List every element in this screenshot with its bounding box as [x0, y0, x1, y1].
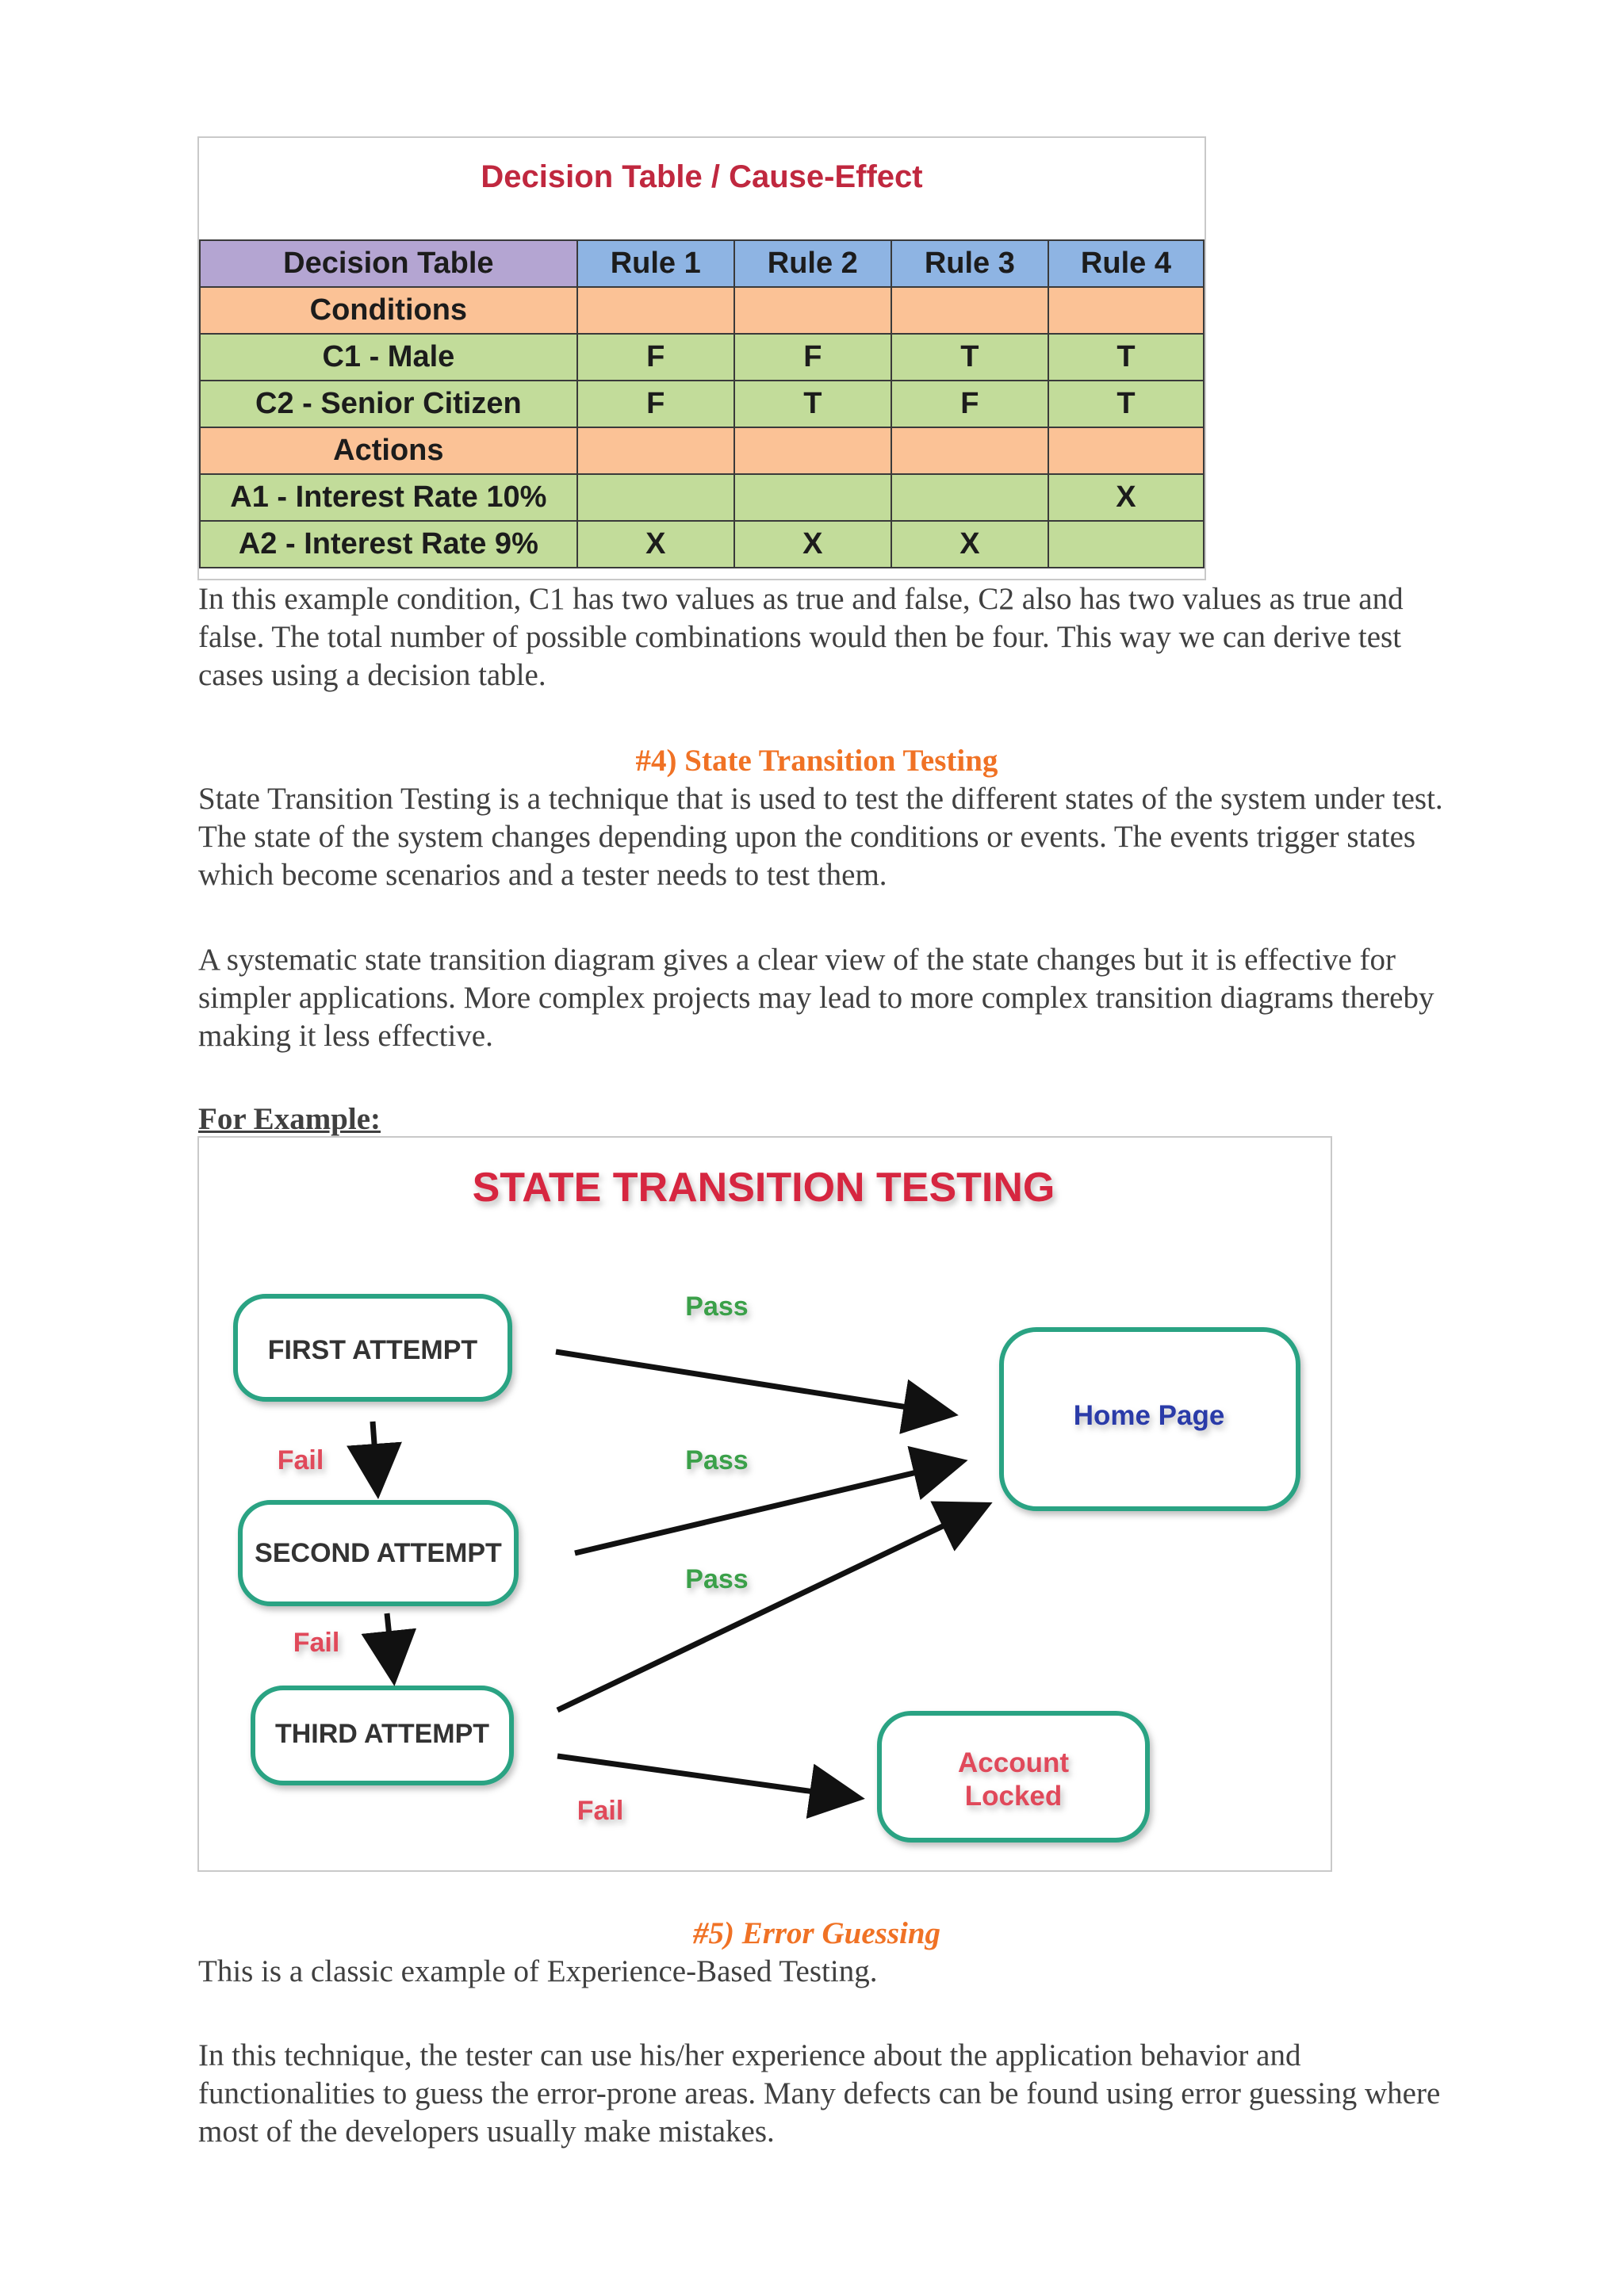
for-example-label: For Example: — [198, 1102, 381, 1136]
state-label-home-page: Home Page — [1073, 1400, 1225, 1431]
table-cell: X — [577, 521, 734, 568]
state-label-account-locked-line2: Locked — [964, 1781, 1063, 1812]
table-cell: T — [891, 334, 1048, 381]
header-cell: Rule 2 — [734, 240, 891, 287]
actions-section-row — [200, 427, 1204, 474]
decision-table-figure — [197, 136, 1206, 580]
row-label: C1 - Male — [200, 334, 577, 381]
table-header-row — [200, 240, 1204, 287]
decision-table-title: Decision Table / Cause-Effect — [481, 159, 923, 194]
table-cell — [577, 474, 734, 521]
table-cell: F — [891, 381, 1048, 427]
table-cell — [734, 474, 891, 521]
table-cell: F — [577, 381, 734, 427]
paragraph-decision-table-explanation: In this example condition, C1 has two values as true and false, C2 also has two values as true and false. The total number of possible combinations would then be four. This way we can derive test cases using a decision table. — [198, 582, 1404, 692]
edge-label-fail: Fail — [277, 1445, 324, 1475]
table-cell — [1048, 521, 1204, 568]
state-label-third-attempt: THIRD ATTEMPT — [274, 1719, 490, 1749]
state-transition-figure — [197, 1136, 1332, 1872]
diagram-title: STATE TRANSITION TESTING — [472, 1165, 1055, 1211]
arrow-first-to-home — [556, 1352, 948, 1414]
table-cell: T — [734, 381, 891, 427]
paragraph-error-guessing-intro: This is a classic example of Experience-Based Testing. — [198, 1954, 878, 1988]
state-transition-diagram — [199, 1138, 1331, 1870]
edge-label-fail: Fail — [293, 1628, 340, 1658]
table-cell: X — [1048, 474, 1204, 521]
table-row — [200, 521, 1204, 568]
arrow-third-to-home — [557, 1507, 982, 1710]
paragraph-state-transition-diagram: A systematic state transition diagram gives a clear view of the state changes but it is effective for simpler applications. More complex projects may lead to more complex transition diagrams thereby making it less effective. — [198, 943, 1434, 1053]
header-cell: Decision Table — [200, 240, 577, 287]
table-row — [200, 334, 1204, 381]
edge-label-pass: Pass — [685, 1292, 749, 1322]
section-label: Actions — [200, 427, 577, 474]
section-heading-state-transition: #4) State Transition Testing — [635, 744, 998, 778]
arrow-second-to-home — [575, 1463, 957, 1553]
state-label-second-attempt: SECOND ATTEMPT — [255, 1538, 502, 1568]
table-cell: F — [577, 334, 734, 381]
arrow-third-to-locked — [557, 1756, 854, 1797]
paragraph-error-guessing-detail: In this technique, the tester can use his/her experience about the application behavior and functionalities to guess the error-prone areas. Many defects can be found using error guessing where most of the developers usually make mistakes. — [198, 2038, 1441, 2149]
row-label: A1 - Interest Rate 10% — [200, 474, 577, 521]
paragraph-state-transition-intro: State Transition Testing is a technique that is used to test the different states of the system under test. The state of the system changes depending upon the conditions or events. The events trigger states which become scenarios and a tester needs to test them. — [198, 782, 1443, 892]
row-label: C2 - Senior Citizen — [200, 381, 577, 427]
header-cell: Rule 1 — [577, 240, 734, 287]
table-cell: T — [1048, 334, 1204, 381]
header-cell: Rule 4 — [1048, 240, 1204, 287]
table-cell: X — [734, 521, 891, 568]
edge-label-pass: Pass — [685, 1564, 749, 1594]
arrow-first-to-second — [373, 1422, 377, 1488]
table-row — [200, 381, 1204, 427]
row-label: A2 - Interest Rate 9% — [200, 521, 577, 568]
header-cell: Rule 3 — [891, 240, 1048, 287]
edge-label-pass: Pass — [685, 1445, 749, 1475]
state-label-account-locked-line1: Account — [958, 1747, 1069, 1778]
table-cell: X — [891, 521, 1048, 568]
table-cell: F — [734, 334, 891, 381]
conditions-section-row — [200, 287, 1204, 334]
edge-label-fail: Fail — [576, 1796, 624, 1826]
state-label-first-attempt: FIRST ATTEMPT — [267, 1335, 478, 1365]
arrow-second-to-third — [387, 1613, 393, 1675]
section-label: Conditions — [200, 287, 577, 334]
decision-table — [199, 239, 1205, 568]
table-cell — [891, 474, 1048, 521]
section-heading-error-guessing: #5) Error Guessing — [692, 1916, 941, 1950]
table-cell: T — [1048, 381, 1204, 427]
table-row — [200, 474, 1204, 521]
